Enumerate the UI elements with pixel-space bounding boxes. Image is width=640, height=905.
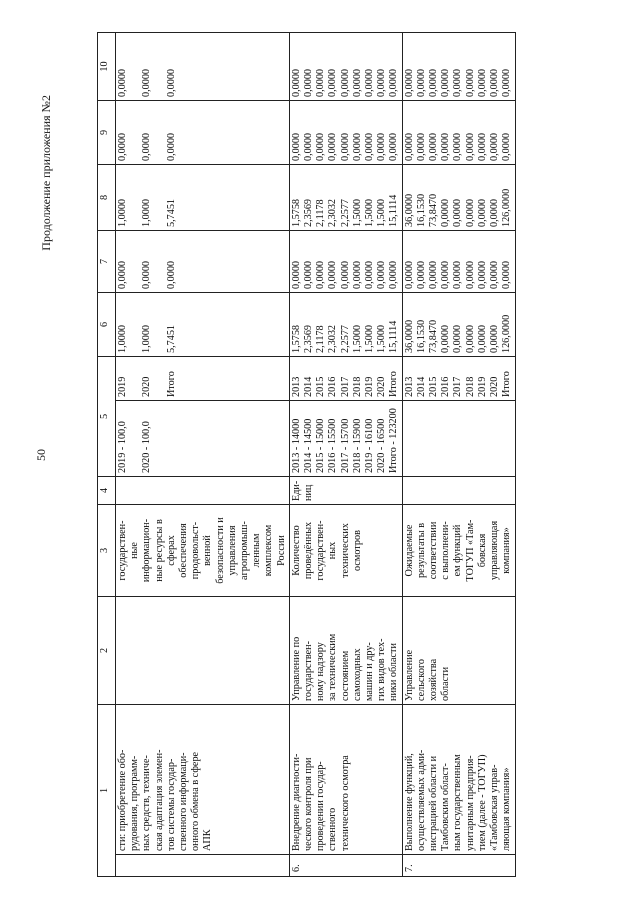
executor-cell: Управление сельского хозяйства области [402, 597, 515, 705]
unit-cell [116, 477, 290, 505]
header-cell-6: 6 [98, 293, 116, 357]
header-cell-3: 3 [98, 505, 116, 597]
year-cell: 2013 2014 2015 2016 2017 2018 2019 2020 Итого [402, 357, 515, 401]
row-number: 6. [289, 855, 402, 877]
col8-cell: 1,0000 1,0000 5,7451 [116, 165, 290, 231]
col10-cell: 0,0000 0,0000 0,0000 0,0000 0,0000 0,0000 0,0000 0,0000 0,0000 [402, 33, 515, 101]
program-table [97, 32, 516, 877]
executor-cell: Управление по государствен- ному надзору за техническим состоянием самоходных машин и дру- гих видов тех- ники области [289, 597, 402, 705]
activity-cell: Выполнение функций, осуществляемых адми- нистрацией области и Тамбовским област- ным государственным унитарным предприя- тием (далее - ТОГУП) «Тамбовская управ- ляющая компания» [402, 705, 515, 855]
executor-cell [116, 597, 290, 705]
target-cell: 2013 - 14000 2014 - 14500 2015 - 15000 2016 - 15500 2017 - 15700 2018 - 15900 2019 - 16100 2020 - 16500 Итого - 123200 [289, 401, 402, 477]
target-cell [402, 401, 515, 477]
header-cell-10: 10 [98, 33, 116, 101]
header-cell-8: 8 [98, 165, 116, 231]
year-cell: 2019 2020 Итого [116, 357, 290, 401]
row-number: 7. [402, 855, 515, 877]
col6-cell: 1,0000 1,0000 5,7451 [116, 293, 290, 357]
year-cell: 2013 2014 2015 2016 2017 2018 2019 2020 Итого [289, 357, 402, 401]
col6-cell: 36,0000 16,1530 73,8470 0,0000 0,0000 0,0000 0,0000 0,0000 126,0000 [402, 293, 515, 357]
header-cell-2: 2 [98, 597, 116, 705]
header-cell-4: 4 [98, 477, 116, 505]
appendix-title: Продолжение приложения №2 [39, 95, 53, 251]
col6-cell: 1,5758 2,3569 2,1178 2,3032 2,2577 1,5000 1,5000 1,5000 15,1114 [289, 293, 402, 357]
col8-cell: 1,5758 2,3569 2,1178 2,3032 2,2577 1,5000 1,5000 1,5000 15,1114 [289, 165, 402, 231]
page-number: 50 [34, 449, 48, 461]
header-cell-1: 1 [98, 705, 116, 877]
activity-cell: Внедрение диагности- ческого контроля при проведении государ- ственного технического осмотра [289, 705, 402, 855]
header-cell-5: 5 [98, 357, 116, 477]
indicator-cell: Ожидаемые результаты в соответствии с выполнени- ем функций ТОГУП «Там- бовская управляющая компания» [402, 505, 515, 597]
row-number [116, 855, 290, 877]
col9-cell: 0,0000 0,0000 0,0000 0,0000 0,0000 0,0000 0,0000 0,0000 0,0000 [289, 101, 402, 165]
unit-cell [402, 477, 515, 505]
target-cell: 2019 - 100,0 2020 - 100,0 [116, 401, 290, 477]
col7-cell: 0,0000 0,0000 0,0000 [116, 231, 290, 293]
indicator-cell: Количество проведённых государствен- ных технических осмотров [289, 505, 402, 597]
col10-cell: 0,0000 0,0000 0,0000 [116, 33, 290, 101]
col8-cell: 36,0000 16,1530 73,8470 0,0000 0,0000 0,0000 0,0000 0,0000 126,0000 [402, 165, 515, 231]
activity-cell: сти: приобретение обо- рудования, программ- ных средств, техниче- ская адаптация элемен- тов системы государ- ственного информаци- онного обмена в сфере АПК [116, 705, 290, 855]
col10-cell: 0,0000 0,0000 0,0000 0,0000 0,0000 0,0000 0,0000 0,0000 0,0000 [289, 33, 402, 101]
table-row [116, 33, 290, 877]
header-cell-7: 7 [98, 231, 116, 293]
col7-cell: 0,0000 0,0000 0,0000 0,0000 0,0000 0,0000 0,0000 0,0000 0,0000 [402, 231, 515, 293]
col9-cell: 0,0000 0,0000 0,0000 0,0000 0,0000 0,0000 0,0000 0,0000 0,0000 [402, 101, 515, 165]
table-row [289, 33, 402, 877]
header-cell-9: 9 [98, 101, 116, 165]
header-row [98, 33, 116, 877]
unit-cell: Еди- ниц [289, 477, 402, 505]
indicator-cell: государствен- ные информацион- ные ресурсы в сферах обеспечения продовольст- венной безопасности и управления агропромыш- ленным комплексом России [116, 505, 290, 597]
table-row [402, 33, 515, 877]
col7-cell: 0,0000 0,0000 0,0000 0,0000 0,0000 0,0000 0,0000 0,0000 0,0000 [289, 231, 402, 293]
col9-cell: 0,0000 0,0000 0,0000 [116, 101, 290, 165]
